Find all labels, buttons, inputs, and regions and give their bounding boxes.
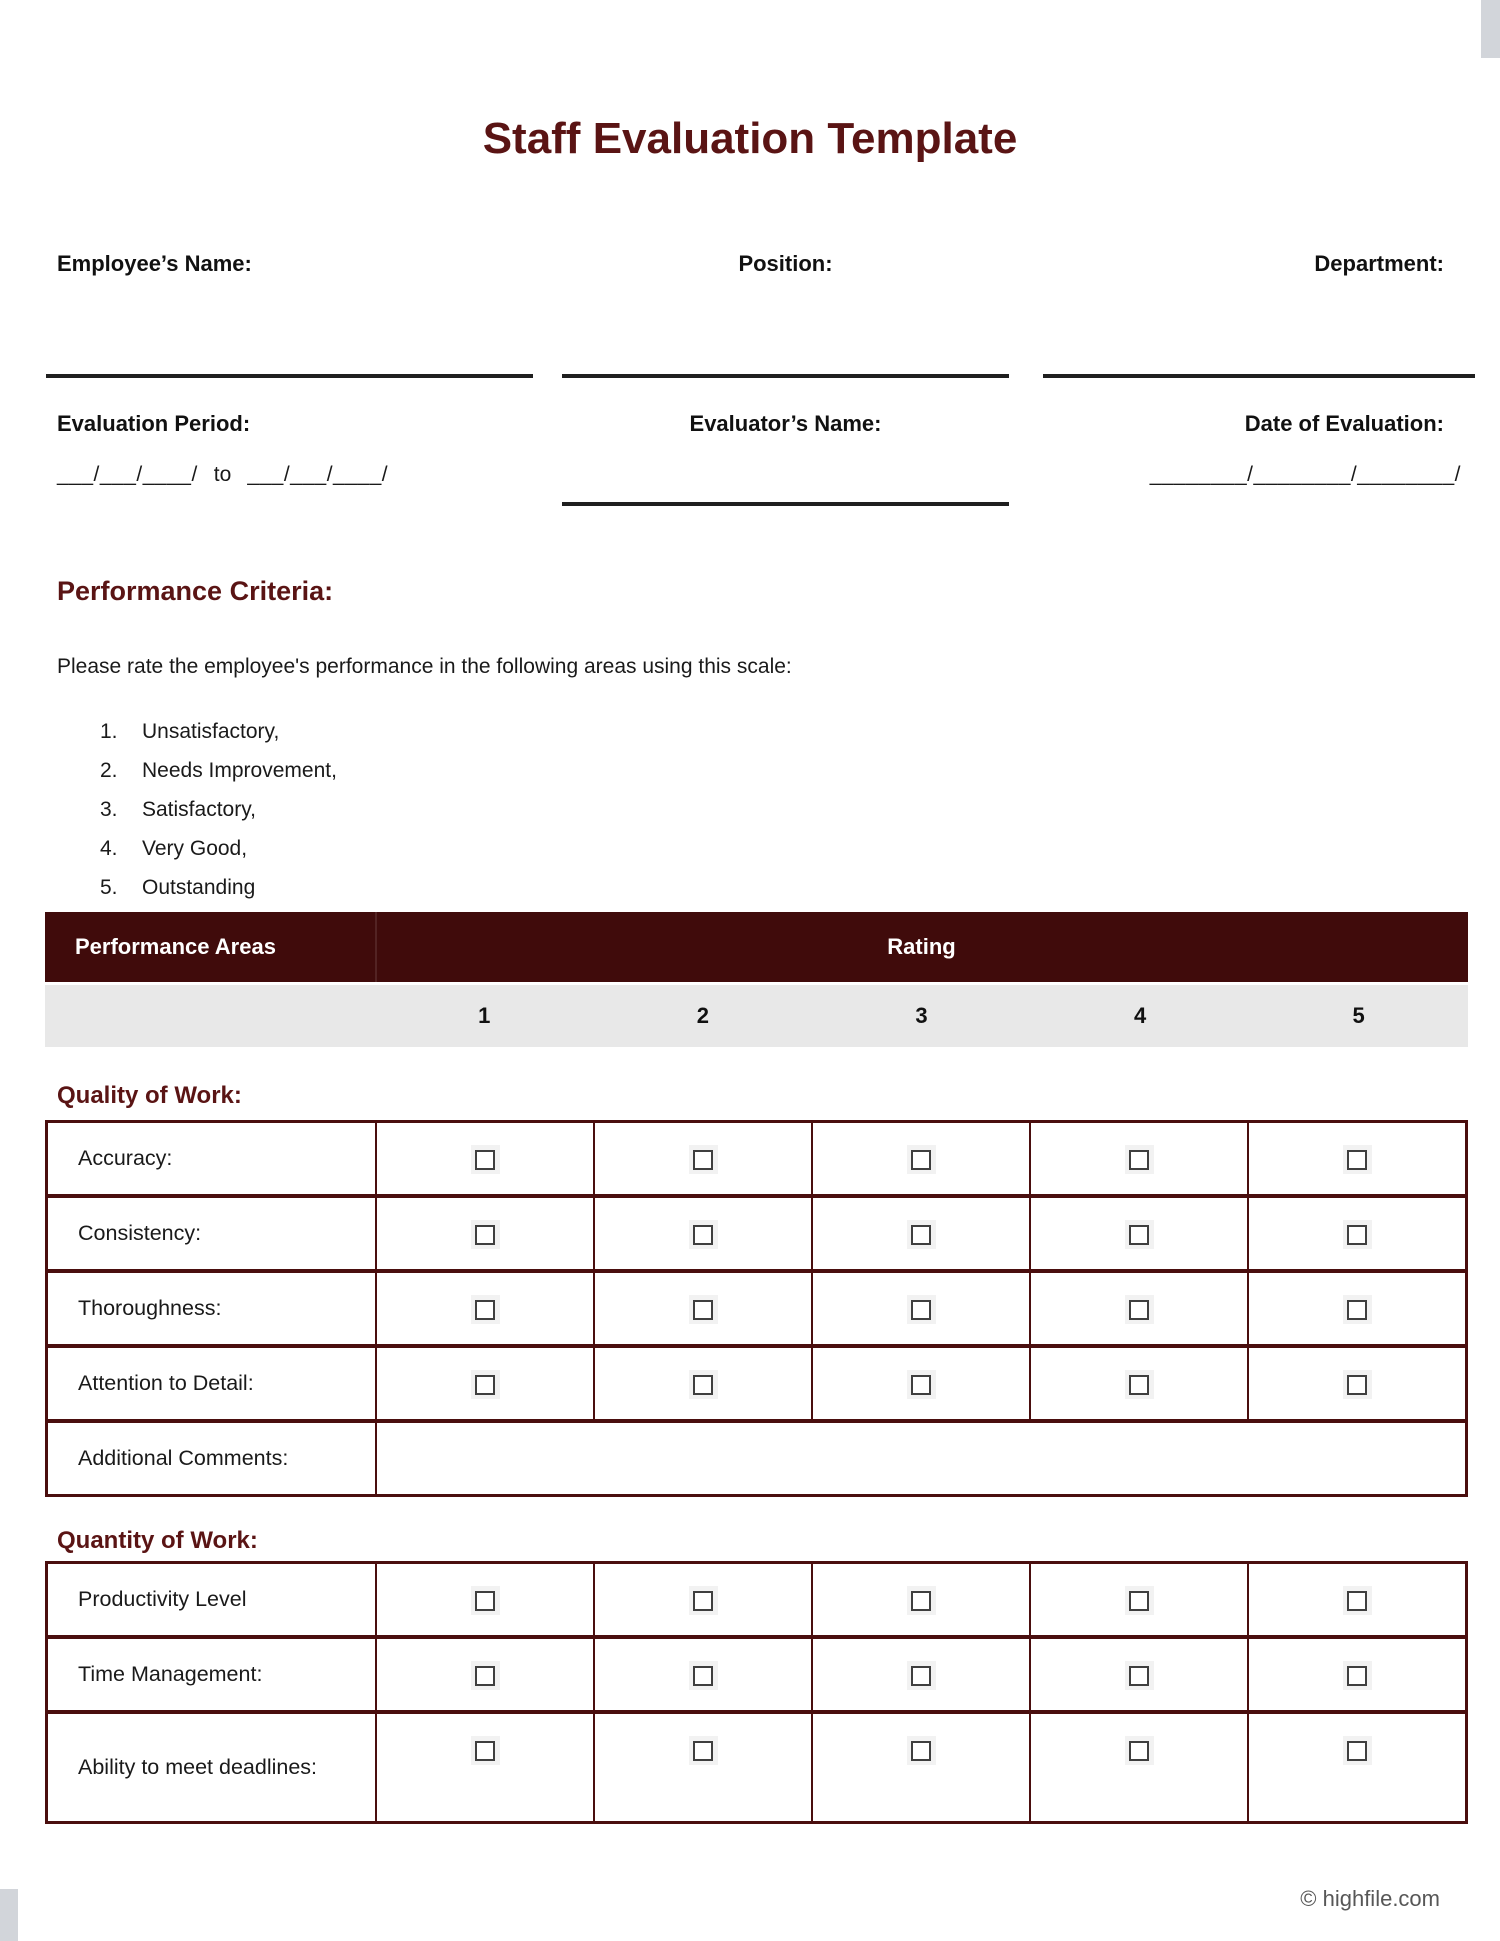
employee-name-line xyxy=(46,374,533,378)
rating-cell xyxy=(375,1123,593,1194)
checkbox-square xyxy=(475,1375,495,1395)
performance-areas-header: Performance Areas xyxy=(75,934,276,959)
rating-checkbox[interactable] xyxy=(1343,1586,1372,1615)
checkbox-square xyxy=(693,1300,713,1320)
position-label: Position: xyxy=(738,251,833,276)
rating-checkbox[interactable] xyxy=(471,1661,500,1690)
employee-name-label: Employee’s Name: xyxy=(57,251,252,276)
scale-item-number: 2. xyxy=(100,758,118,782)
rating-scale-value: 1 xyxy=(478,1003,491,1028)
scale-item-label: Unsatisfactory, xyxy=(142,719,280,743)
row-label: Productivity Level xyxy=(78,1587,247,1612)
checkbox-square xyxy=(911,1741,931,1761)
rating-checkbox[interactable] xyxy=(907,1370,936,1399)
rating-checkbox[interactable] xyxy=(1125,1145,1154,1174)
checkbox-square xyxy=(911,1150,931,1170)
rating-cell xyxy=(811,1348,1029,1419)
rating-checkbox[interactable] xyxy=(1343,1370,1372,1399)
rating-cell xyxy=(1029,1564,1247,1635)
table-row xyxy=(48,1123,1465,1194)
checkbox-square xyxy=(911,1225,931,1245)
rating-checkbox[interactable] xyxy=(907,1220,936,1249)
checkbox-square xyxy=(475,1741,495,1761)
checkbox-square xyxy=(475,1225,495,1245)
checkbox-square xyxy=(1347,1150,1367,1170)
rating-scale-value: 2 xyxy=(696,1003,710,1028)
rating-header: Rating xyxy=(887,934,956,959)
evaluator-name-label: Evaluator’s Name: xyxy=(689,411,882,436)
rating-checkbox[interactable] xyxy=(1125,1220,1154,1249)
rating-table-header xyxy=(45,912,1468,982)
scale-item-number: 4. xyxy=(100,836,118,860)
rating-checkbox[interactable] xyxy=(471,1586,500,1615)
section-heading-quantity: Quantity of Work: xyxy=(57,1527,258,1554)
rating-cell xyxy=(1029,1198,1247,1269)
table-row xyxy=(48,1344,1465,1419)
checkbox-square xyxy=(1129,1741,1149,1761)
rating-cell xyxy=(1029,1348,1247,1419)
comments-label: Additional Comments: xyxy=(78,1446,289,1471)
checkbox-square xyxy=(475,1591,495,1611)
scale-item xyxy=(100,751,337,790)
scale-item-label: Satisfactory, xyxy=(142,797,256,821)
page-title: Staff Evaluation Template xyxy=(482,114,1018,163)
checkbox-square xyxy=(693,1225,713,1245)
rating-cell xyxy=(375,1639,593,1710)
rating-cell xyxy=(811,1123,1029,1194)
checkbox-square xyxy=(1347,1375,1367,1395)
row-label: Thoroughness: xyxy=(78,1296,222,1321)
checkbox-square xyxy=(475,1666,495,1686)
checkbox-square xyxy=(911,1300,931,1320)
rating-cells xyxy=(375,1564,1465,1635)
scale-item-label: Very Good, xyxy=(142,836,248,860)
checkbox-square xyxy=(911,1591,931,1611)
rating-cell xyxy=(1247,1123,1465,1194)
rating-checkbox[interactable] xyxy=(689,1736,718,1765)
evaluation-period-label: Evaluation Period: xyxy=(57,411,251,436)
checkbox-square xyxy=(693,1591,713,1611)
evaluation-period-to-slot: ___/___/____/ xyxy=(247,463,389,486)
rating-checkbox[interactable] xyxy=(471,1145,500,1174)
rating-checkbox[interactable] xyxy=(689,1586,718,1615)
row-label: Accuracy: xyxy=(78,1146,173,1171)
rating-cell xyxy=(593,1564,811,1635)
rating-checkbox[interactable] xyxy=(1125,1295,1154,1324)
table-row xyxy=(48,1194,1465,1269)
rating-checkbox[interactable] xyxy=(1343,1736,1372,1765)
rating-cell xyxy=(1247,1714,1465,1821)
row-label: Consistency: xyxy=(78,1221,202,1246)
rating-cell xyxy=(1029,1273,1247,1344)
checkbox-square xyxy=(693,1375,713,1395)
rating-cell xyxy=(1247,1348,1465,1419)
checkbox-square xyxy=(1129,1300,1149,1320)
rating-checkbox[interactable] xyxy=(907,1661,936,1690)
scale-item-number: 5. xyxy=(100,875,118,899)
rating-scale-list xyxy=(100,712,337,907)
rating-cell xyxy=(375,1273,593,1344)
evaluation-period-slots xyxy=(46,458,533,492)
scale-item xyxy=(100,790,337,829)
row-label: Ability to meet deadlines: xyxy=(78,1755,318,1780)
scale-item-number: 1. xyxy=(100,719,118,743)
rating-checkbox[interactable] xyxy=(1125,1586,1154,1615)
table-row xyxy=(48,1635,1465,1710)
rating-cell xyxy=(1247,1639,1465,1710)
rating-cell xyxy=(375,1564,593,1635)
scale-item-label: Needs Improvement, xyxy=(142,758,337,782)
rating-scale-value: 5 xyxy=(1352,1003,1365,1028)
rating-cell xyxy=(593,1714,811,1821)
checkbox-square xyxy=(1129,1591,1149,1611)
scale-item xyxy=(100,712,337,751)
rating-checkbox[interactable] xyxy=(471,1295,500,1324)
rating-checkbox[interactable] xyxy=(907,1295,936,1324)
rating-cell xyxy=(593,1198,811,1269)
quantity-of-work-table xyxy=(45,1561,1468,1824)
rating-checkbox[interactable] xyxy=(1125,1370,1154,1399)
rating-cell xyxy=(1247,1564,1465,1635)
scrollbar-thumb[interactable] xyxy=(1481,0,1500,58)
checkbox-square xyxy=(1347,1300,1367,1320)
performance-criteria-heading: Performance Criteria: xyxy=(57,576,334,606)
evaluator-name-line xyxy=(562,502,1009,506)
evaluation-period-to-word: to xyxy=(213,463,232,486)
rating-checkbox[interactable] xyxy=(907,1145,936,1174)
rating-scale-value: 3 xyxy=(915,1003,928,1028)
comments-field[interactable] xyxy=(375,1423,1465,1494)
rating-checkbox[interactable] xyxy=(1125,1661,1154,1690)
rating-checkbox[interactable] xyxy=(471,1220,500,1249)
rating-checkbox[interactable] xyxy=(471,1736,500,1765)
checkbox-square xyxy=(1129,1150,1149,1170)
checkbox-square xyxy=(911,1666,931,1686)
department-label: Department: xyxy=(1314,251,1444,276)
rating-cells xyxy=(375,1123,1465,1194)
scale-item-label: Outstanding xyxy=(142,875,256,899)
quality-of-work-table xyxy=(45,1120,1468,1497)
rating-cell xyxy=(375,1714,593,1821)
row-label: Attention to Detail: xyxy=(78,1371,254,1396)
rating-checkbox[interactable] xyxy=(1343,1145,1372,1174)
rating-checkbox[interactable] xyxy=(1343,1295,1372,1324)
rating-checkbox[interactable] xyxy=(1343,1220,1372,1249)
rating-cells xyxy=(375,1348,1465,1419)
rating-cell xyxy=(1247,1198,1465,1269)
rating-scale-row xyxy=(45,985,1468,1047)
date-of-evaluation-slots: ________/________/________/ xyxy=(1149,463,1461,486)
rating-cells xyxy=(375,1273,1465,1344)
rating-cells xyxy=(375,1714,1465,1821)
rating-cell xyxy=(593,1273,811,1344)
rating-checkbox[interactable] xyxy=(1343,1661,1372,1690)
row-label: Time Management: xyxy=(78,1662,263,1687)
checkbox-square xyxy=(693,1666,713,1686)
section-heading-quality: Quality of Work: xyxy=(57,1082,242,1109)
rating-cells xyxy=(375,1639,1465,1710)
rating-cell xyxy=(1029,1714,1247,1821)
date-of-evaluation-label: Date of Evaluation: xyxy=(1244,411,1444,436)
checkbox-square xyxy=(475,1150,495,1170)
rating-checkbox[interactable] xyxy=(907,1736,936,1765)
rating-cell xyxy=(1247,1273,1465,1344)
rating-checkbox[interactable] xyxy=(907,1586,936,1615)
page-edge-fragment xyxy=(0,1889,18,1941)
rating-cell xyxy=(811,1273,1029,1344)
checkbox-square xyxy=(1347,1666,1367,1686)
position-line xyxy=(562,374,1009,378)
rating-cell xyxy=(593,1348,811,1419)
rating-scale-intro: Please rate the employee's performance in the following areas using this scale: xyxy=(57,655,792,678)
table-row xyxy=(48,1269,1465,1344)
rating-checkbox[interactable] xyxy=(689,1661,718,1690)
checkbox-square xyxy=(1347,1225,1367,1245)
footer-credit: © highfile.com xyxy=(1300,1886,1440,1911)
scale-item xyxy=(100,829,337,868)
rating-cell xyxy=(1029,1639,1247,1710)
table-row xyxy=(48,1564,1465,1635)
checkbox-square xyxy=(1129,1666,1149,1686)
checkbox-square xyxy=(693,1150,713,1170)
rating-checkbox[interactable] xyxy=(471,1370,500,1399)
checkbox-square xyxy=(1347,1741,1367,1761)
department-line xyxy=(1043,374,1475,378)
rating-cells xyxy=(375,1198,1465,1269)
checkbox-square xyxy=(475,1300,495,1320)
rating-checkbox[interactable] xyxy=(1125,1736,1154,1765)
checkbox-square xyxy=(693,1741,713,1761)
comments-row xyxy=(48,1419,1465,1494)
rating-cell xyxy=(811,1714,1029,1821)
rating-cell xyxy=(593,1123,811,1194)
checkbox-square xyxy=(1129,1225,1149,1245)
rating-checkbox[interactable] xyxy=(689,1145,718,1174)
rating-cell xyxy=(1029,1123,1247,1194)
table-row xyxy=(48,1710,1465,1821)
checkbox-square xyxy=(911,1375,931,1395)
rating-cell xyxy=(593,1639,811,1710)
rating-checkbox[interactable] xyxy=(689,1370,718,1399)
checkbox-square xyxy=(1129,1375,1149,1395)
rating-cell xyxy=(811,1198,1029,1269)
rating-cell xyxy=(811,1564,1029,1635)
rating-checkbox[interactable] xyxy=(689,1220,718,1249)
rating-cell xyxy=(375,1348,593,1419)
checkbox-square xyxy=(1347,1591,1367,1611)
evaluation-period-from-slot: ___/___/____/ xyxy=(57,463,198,486)
rating-cell xyxy=(375,1198,593,1269)
rating-cell xyxy=(811,1639,1029,1710)
scale-item xyxy=(100,868,337,907)
scale-item-number: 3. xyxy=(100,797,118,821)
rating-scale-value: 4 xyxy=(1133,1003,1147,1028)
rating-checkbox[interactable] xyxy=(689,1295,718,1324)
